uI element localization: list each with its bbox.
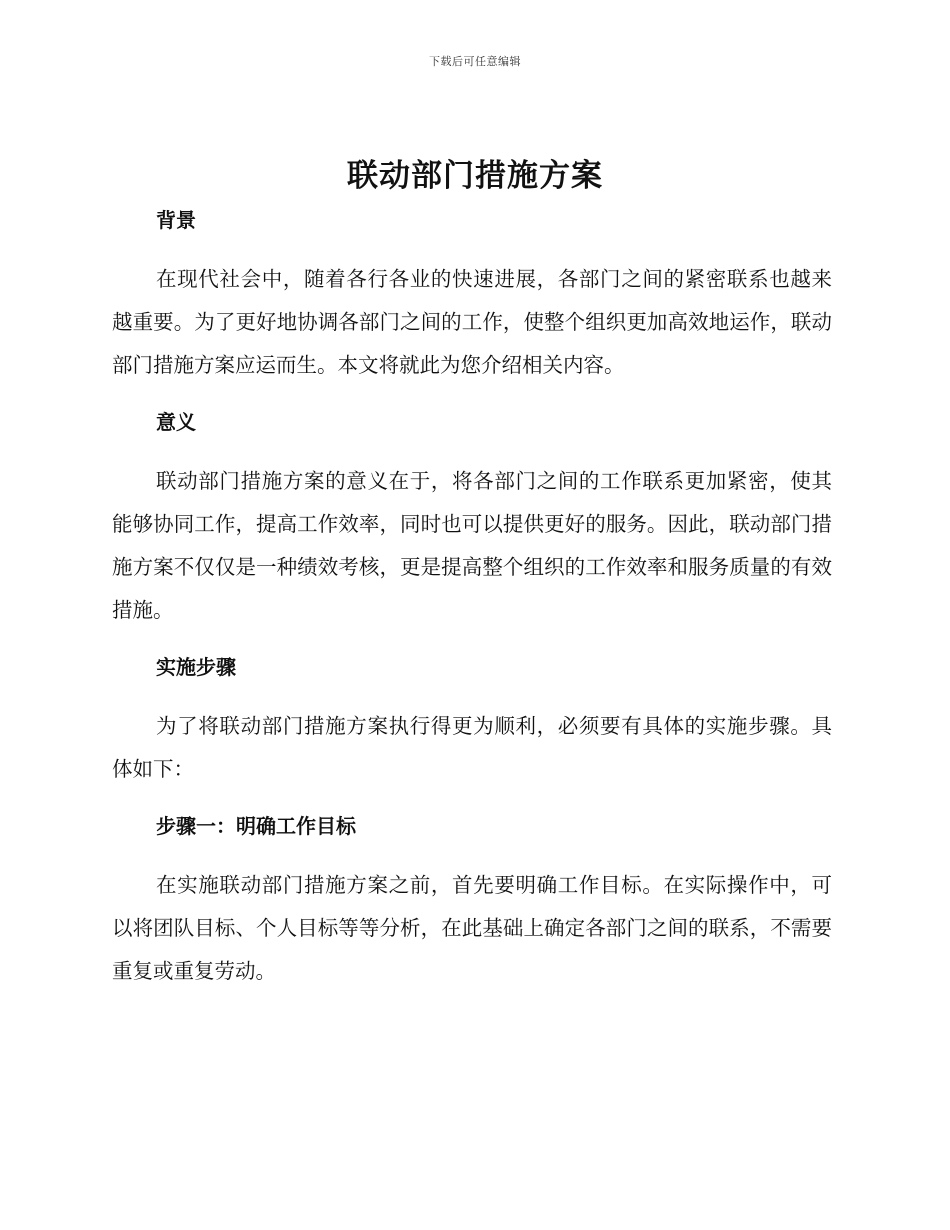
section-heading-significance: 意义 xyxy=(156,410,196,434)
section-heading-background: 背景 xyxy=(156,208,196,232)
section-paragraph-step-one: 在实施联动部门措施方案之前，首先要明确工作目标。在实际操作中，可以将团队目标、个人目标等等分析，在此基础上确定各部门之间的联系，不需要重复或重复劳动。 xyxy=(112,873,832,983)
section-heading-implementation-steps: 实施步骤 xyxy=(156,655,236,679)
section-paragraph-background: 在现代社会中，随着各行各业的快速进展，各部门之间的紧密联系也越来越重要。为了更好地协调各部门之间的工作，使整个组织更加高效地运作，联动部门措施方案应运而生。本文将就此为您介绍相关内容。 xyxy=(112,267,832,377)
section-paragraph-implementation-steps: 为了将联动部门措施方案执行得更为顺利，必须要有具体的实施步骤。具体如下： xyxy=(112,714,832,781)
section-heading-step-one: 步骤一：明确工作目标 xyxy=(156,814,356,838)
section-paragraph-significance: 联动部门措施方案的意义在于，将各部门之间的工作联系更加紧密，使其能够协同工作，提高工作效率，同时也可以提供更好的服务。因此，联动部门措施方案不仅仅是一种绩效考核，更是提高整个组织的工作效率和服务质量的有效措施。 xyxy=(112,469,832,622)
document-body xyxy=(112,205,832,993)
document-title: 联动部门措施方案 xyxy=(347,158,603,194)
page-header: 下载后可任意编辑 xyxy=(429,55,521,68)
